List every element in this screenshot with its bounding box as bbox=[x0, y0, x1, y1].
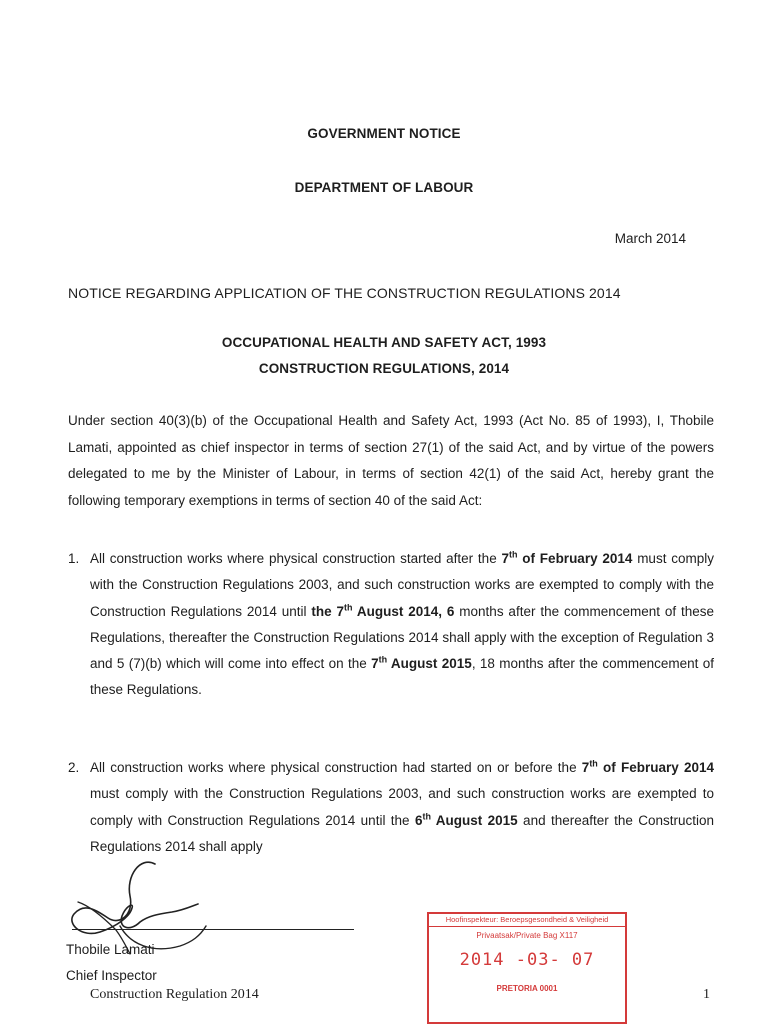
item-text-run: must comply with the Construction Regulations 2003, and such construction works are exempted to comply with Construction Regulations 2014 until the bbox=[90, 786, 714, 828]
stamp-date: 2014 -03- 07 bbox=[459, 950, 595, 970]
act-title: OCCUPATIONAL HEALTH AND SAFETY ACT, 1993 bbox=[221, 335, 547, 350]
item-text-run: th bbox=[344, 602, 353, 613]
item-text-run: All construction works where physical construction started after the bbox=[90, 551, 502, 566]
notice-title: NOTICE REGARDING APPLICATION OF THE CONSTRUCTION REGULATIONS 2014 bbox=[68, 285, 621, 301]
item-text-run: must comply with the Construction Regulations 2003, and such construction works are exempted to comply with the Construction Regulations 2014 until bbox=[90, 551, 714, 619]
page-number: 1 bbox=[703, 987, 710, 1002]
item-text-run: th bbox=[589, 758, 598, 769]
government-notice-heading: GOVERNMENT NOTICE bbox=[307, 126, 461, 141]
department-heading: DEPARTMENT OF LABOUR bbox=[294, 180, 474, 195]
stamp-city: PRETORIA 0001 bbox=[496, 984, 558, 993]
item-text-run: All construction works where physical construction had started on or before the bbox=[90, 760, 582, 775]
item-number: 2. bbox=[68, 760, 80, 775]
stamp-rule bbox=[429, 926, 625, 927]
item-text bbox=[90, 546, 714, 704]
signature-line bbox=[72, 929, 354, 930]
item-text-run: August 2015 bbox=[430, 812, 518, 828]
footer-document-name: Construction Regulation 2014 bbox=[90, 987, 259, 1002]
exemption-item-1 bbox=[68, 546, 714, 704]
official-stamp bbox=[427, 912, 627, 1024]
item-text-run: of February 2014 bbox=[517, 551, 633, 566]
exemption-item-2 bbox=[68, 755, 714, 860]
item-text-run: and thereafter the Construction Regulations 2014 shall apply bbox=[90, 812, 714, 854]
signatory-title: Chief Inspector bbox=[66, 968, 157, 983]
item-text-run: August 2015 bbox=[387, 656, 472, 672]
item-text-run: of February 2014 bbox=[597, 760, 714, 775]
signatory-name: Thobile Lamati bbox=[66, 942, 155, 957]
item-text-run: th bbox=[422, 811, 431, 822]
item-text bbox=[90, 755, 714, 860]
item-text-run: , 18 months after the commencement of these Regulations. bbox=[90, 656, 714, 698]
item-text-run: 7 bbox=[501, 551, 509, 566]
item-text-run: 7 bbox=[371, 656, 379, 672]
item-text-run: 6 bbox=[414, 812, 423, 828]
item-number: 1. bbox=[68, 551, 80, 566]
item-text-run: th bbox=[509, 549, 518, 560]
intro-paragraph: Under section 40(3)(b) of the Occupational Health and Safety Act, 1993 (Act No. 85 of 1993), I, Thobile Lamati, appointed as chief inspector in terms of section 27(1) of the said Act, and by virtue of the powers delegated to me by the Minister of Labour, in terms of section 42(1) of the said Act, hereby grant the following temporary exemptions in terms of section 40 of the said Act: bbox=[68, 413, 714, 508]
item-text-run: th bbox=[378, 654, 388, 665]
regulations-title: CONSTRUCTION REGULATIONS, 2014 bbox=[258, 361, 510, 376]
notice-date: March 2014 bbox=[614, 231, 686, 246]
stamp-address-line: Privaatsak/Private Bag X117 bbox=[476, 931, 578, 940]
item-text-run: months after the commencement of these Regulations, thereafter the Construction Regulations 2014 shall apply with the exception of Regulation 3 and 5 (7)(b) which will come into effect on the bbox=[90, 603, 715, 672]
item-text-run: 7 bbox=[581, 760, 590, 775]
item-text-run: the 7 bbox=[311, 603, 345, 619]
stamp-office-line: Hoofinspekteur: Beroepsgesondheid & Veiligheid bbox=[445, 915, 609, 924]
item-text-run: August 2014, 6 bbox=[352, 603, 455, 619]
